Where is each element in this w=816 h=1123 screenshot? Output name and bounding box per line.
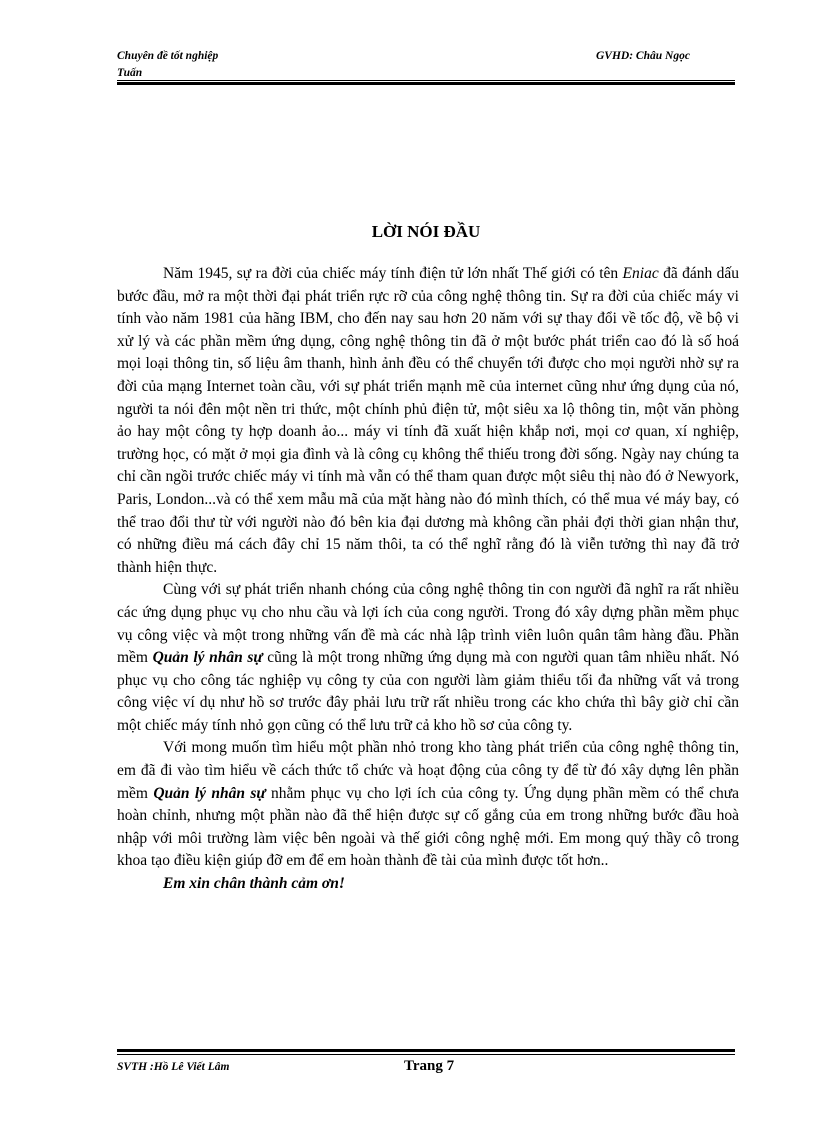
document-body xyxy=(117,263,739,896)
header-course: Chuyên đề tốt nghiệp xyxy=(117,50,219,62)
eniac-term: Eniac xyxy=(622,265,659,282)
paragraph-3 xyxy=(117,737,739,873)
paragraph-3-text-b: nhằm phục vụ cho lợi ích của công ty. Ứng dụng phần mềm có thể chưa hoàn chỉnh, nhưng một phần nào đã thể hiện được sự cố gắng của em trong những bước đầu hoà nhập với môi trường làm việc bên ngoài và thế giới công nghệ mới. Em mong quý thầy cô trong khoa tạo điều kiện giúp đỡ em để em hoàn thành đề tài của mình được tốt hơn.. xyxy=(117,784,739,870)
footer-rule-thin xyxy=(117,1054,735,1055)
footer-rule-thick xyxy=(117,1049,735,1052)
software-name: Quản lý nhân sự xyxy=(153,784,266,802)
closing-line: Em xin chân thành cảm ơn! xyxy=(163,875,345,893)
header-rule-thin xyxy=(117,80,735,81)
paragraph-3-text-a: Với mong muốn tìm hiểu một phần nhỏ trong kho tàng phát triển của công nghệ thông tin, em đã đi vào tìm hiểu về cách thức tổ chức và hoạt động của công ty để từ đó xây dựng lên phần mềm xyxy=(117,739,739,802)
paragraph-2 xyxy=(117,579,739,737)
paragraph-1-text-b: đã đánh dấu bước đầu, mở ra một thời đại phát triển rực rỡ của công nghệ thông tin. Sự ra đời của chiếc máy vi tính vào năm 1981 của hãng IBM, cho đến nay sau hơn 20 năm với sự thay đổi về tốc độ, về bộ vi xử lý và các phần mềm ứng dụng, công nghệ thông tin đã ở một bước phát triển cao đó là số hoá mọi loại thông tin, số liệu âm thanh, hình ảnh đều có thể chuyển tới được cho mọi người nhờ sự ra đời của mạng Internet toàn cầu, với sự phát triển mạnh mẽ của internet cũng như ứng dụng của nó, người ta nói đên một nền tri thức, một chính phủ điện tử, một siêu xa lộ thông tin, một văn phòng ảo hay một công ty hợp doanh ảo... máy vi tính đã xuất hiện khắp nơi, mọi cơ quan, xí nghiệp, trường học, có mặt ở mọi gia đình và là công cụ không thể thiếu trong đời sống. Ngày nay chúng ta chỉ cần ngồi trước chiếc máy vi tính mà vẫn có thể tham quan được một siêu thị nào đó ở Newyork, Paris, London...và có thể xem mẫu mã của mặt hàng nào đó mình thích, có thể mua vé máy bay, có thể trao đổi thư từ với người nào đó bên kia đại dương mà không cần phải đợi thời gian nhận thư, có những điều má cách đây chỉ 15 năm thôi, ta có thể nghĩ rằng đó là viễn tưởng thì nay đã trở thành hiện thực. xyxy=(117,265,739,576)
header-advisor: GVHD: Châu Ngọc xyxy=(596,50,690,62)
paragraph-1 xyxy=(117,263,739,579)
page-title: LỜI NÓI ĐẦU xyxy=(371,222,481,241)
footer-student: SVTH :Hồ Lê Viết Lâm xyxy=(117,1061,230,1073)
header-rule-thick xyxy=(117,82,735,85)
paragraph-1-text-a: Năm 1945, sự ra đời của chiếc máy tính điện tử lớn nhất Thế giới có tên xyxy=(163,265,623,282)
header-course-wrap: Tuấn xyxy=(117,67,143,79)
paragraph-2-text-b: cũng là một trong những ứng dụng mà con người quan tâm nhiều nhất. Nó phục vụ cho công tác nghiệp vụ công ty của con người làm giảm thiểu tối đa những vất vả trong công việc ví dụ như hồ sơ trước đây phải lưu trữ rất nhiều trong các kho chứa thì bây giờ chỉ cần một chiếc máy tính nhỏ gọn cũng có thể lưu trữ cả kho hồ sơ của công ty. xyxy=(117,649,739,734)
header-left xyxy=(117,48,297,82)
page-number: Trang 7 xyxy=(404,1058,455,1074)
paragraph-2-text-a: Cùng với sự phát triển nhanh chóng của công nghệ thông tin con người đã nghĩ ra rất nhiều các ứng dụng phục vụ cho nhu cầu và lợi ích của cong người. Trong đó xây dựng phần mềm phục vụ công việc và một trong những vấn đề mà các nhà lập trình viên luôn quân tâm hàng đầu. Phần mềm xyxy=(117,581,739,667)
software-name: Quản lý nhân sự xyxy=(152,649,263,667)
